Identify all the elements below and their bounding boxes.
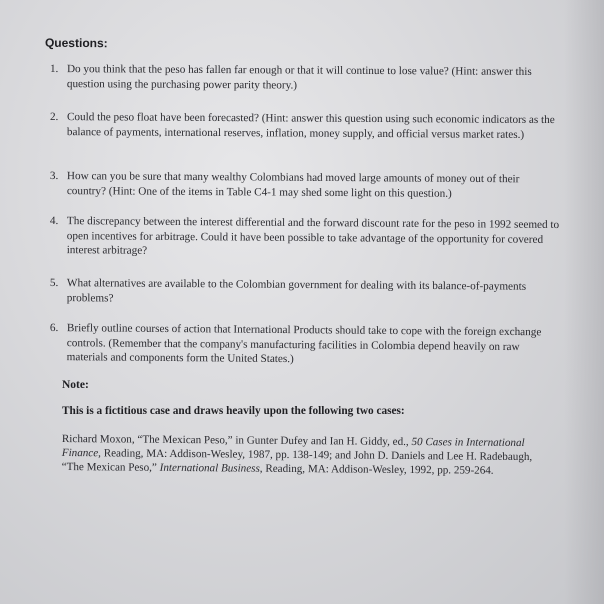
question-number: 3. (49, 169, 59, 183)
question-number: 1. (49, 62, 59, 76)
question-item (50, 276, 560, 309)
question-text: The discrepancy between the interest differential and the forward discount rate for the peso in 1992 seemed to open incentives for arbitrage. Could it have been possible to take advantage of the opportunity for covered interest arbitrage? (66, 215, 560, 257)
question-item (50, 110, 560, 142)
citation-book-title: International Business (159, 461, 260, 475)
question-text: Briefly outline courses of action that International Products should take to cope with the foreign exchange controls. (Remember that the company's manufacturing facilities in Colombia depend heavily on raw materials and components form the United States.) (66, 322, 542, 366)
note-label: Note: (62, 379, 89, 391)
citation-book-title: 50 Cases in International Finance (61, 436, 525, 460)
question-item (50, 62, 560, 94)
question-item (50, 169, 560, 202)
question-number: 5. (49, 276, 59, 290)
question-item (50, 321, 560, 369)
citation-text: Richard Moxon, “The Mexican Peso,” in Gunter Dufey and Ian H. Giddy, ed., (61, 432, 412, 449)
source-citation (62, 432, 552, 478)
question-number: 2. (49, 110, 59, 124)
citation-text: , Reading, MA: Addison-Wesley, 1992, pp. 259-264. (259, 462, 494, 477)
note-statement: This is a fictitious case and draws heavily upon the following two cases: (62, 405, 405, 417)
question-text: Could the peso float have been forecasted? (Hint: answer this question using such economic indicators as the balance of payments, international reserves, inflation, money supply, and official versus market rates.) (66, 111, 555, 141)
question-number: 4. (49, 214, 59, 228)
screen-edge-shadow (564, 0, 604, 604)
question-text: How can you be sure that many wealthy Colombians had moved large amounts of money out of their country? (Hint: One of the items in Table C4-1 may shed some light on this question.) (66, 170, 520, 200)
question-item (50, 214, 560, 262)
question-text: What alternatives are available to the Colombian government for dealing with its balance-of-payments problems? (66, 277, 527, 304)
question-text: Do you think that the peso has fallen far enough or that it will continue to lose value? (Hint: answer this question using the purchasing power parity theory.) (66, 63, 532, 92)
citation-text: , Reading, MA: Addison-Wesley, 1987, pp. 138-149; and John D. Daniels and Lee H. Radebaugh, “The Mexican Peso,” (61, 447, 533, 474)
question-number: 6. (49, 321, 59, 335)
questions-heading: Questions: (44, 35, 108, 51)
